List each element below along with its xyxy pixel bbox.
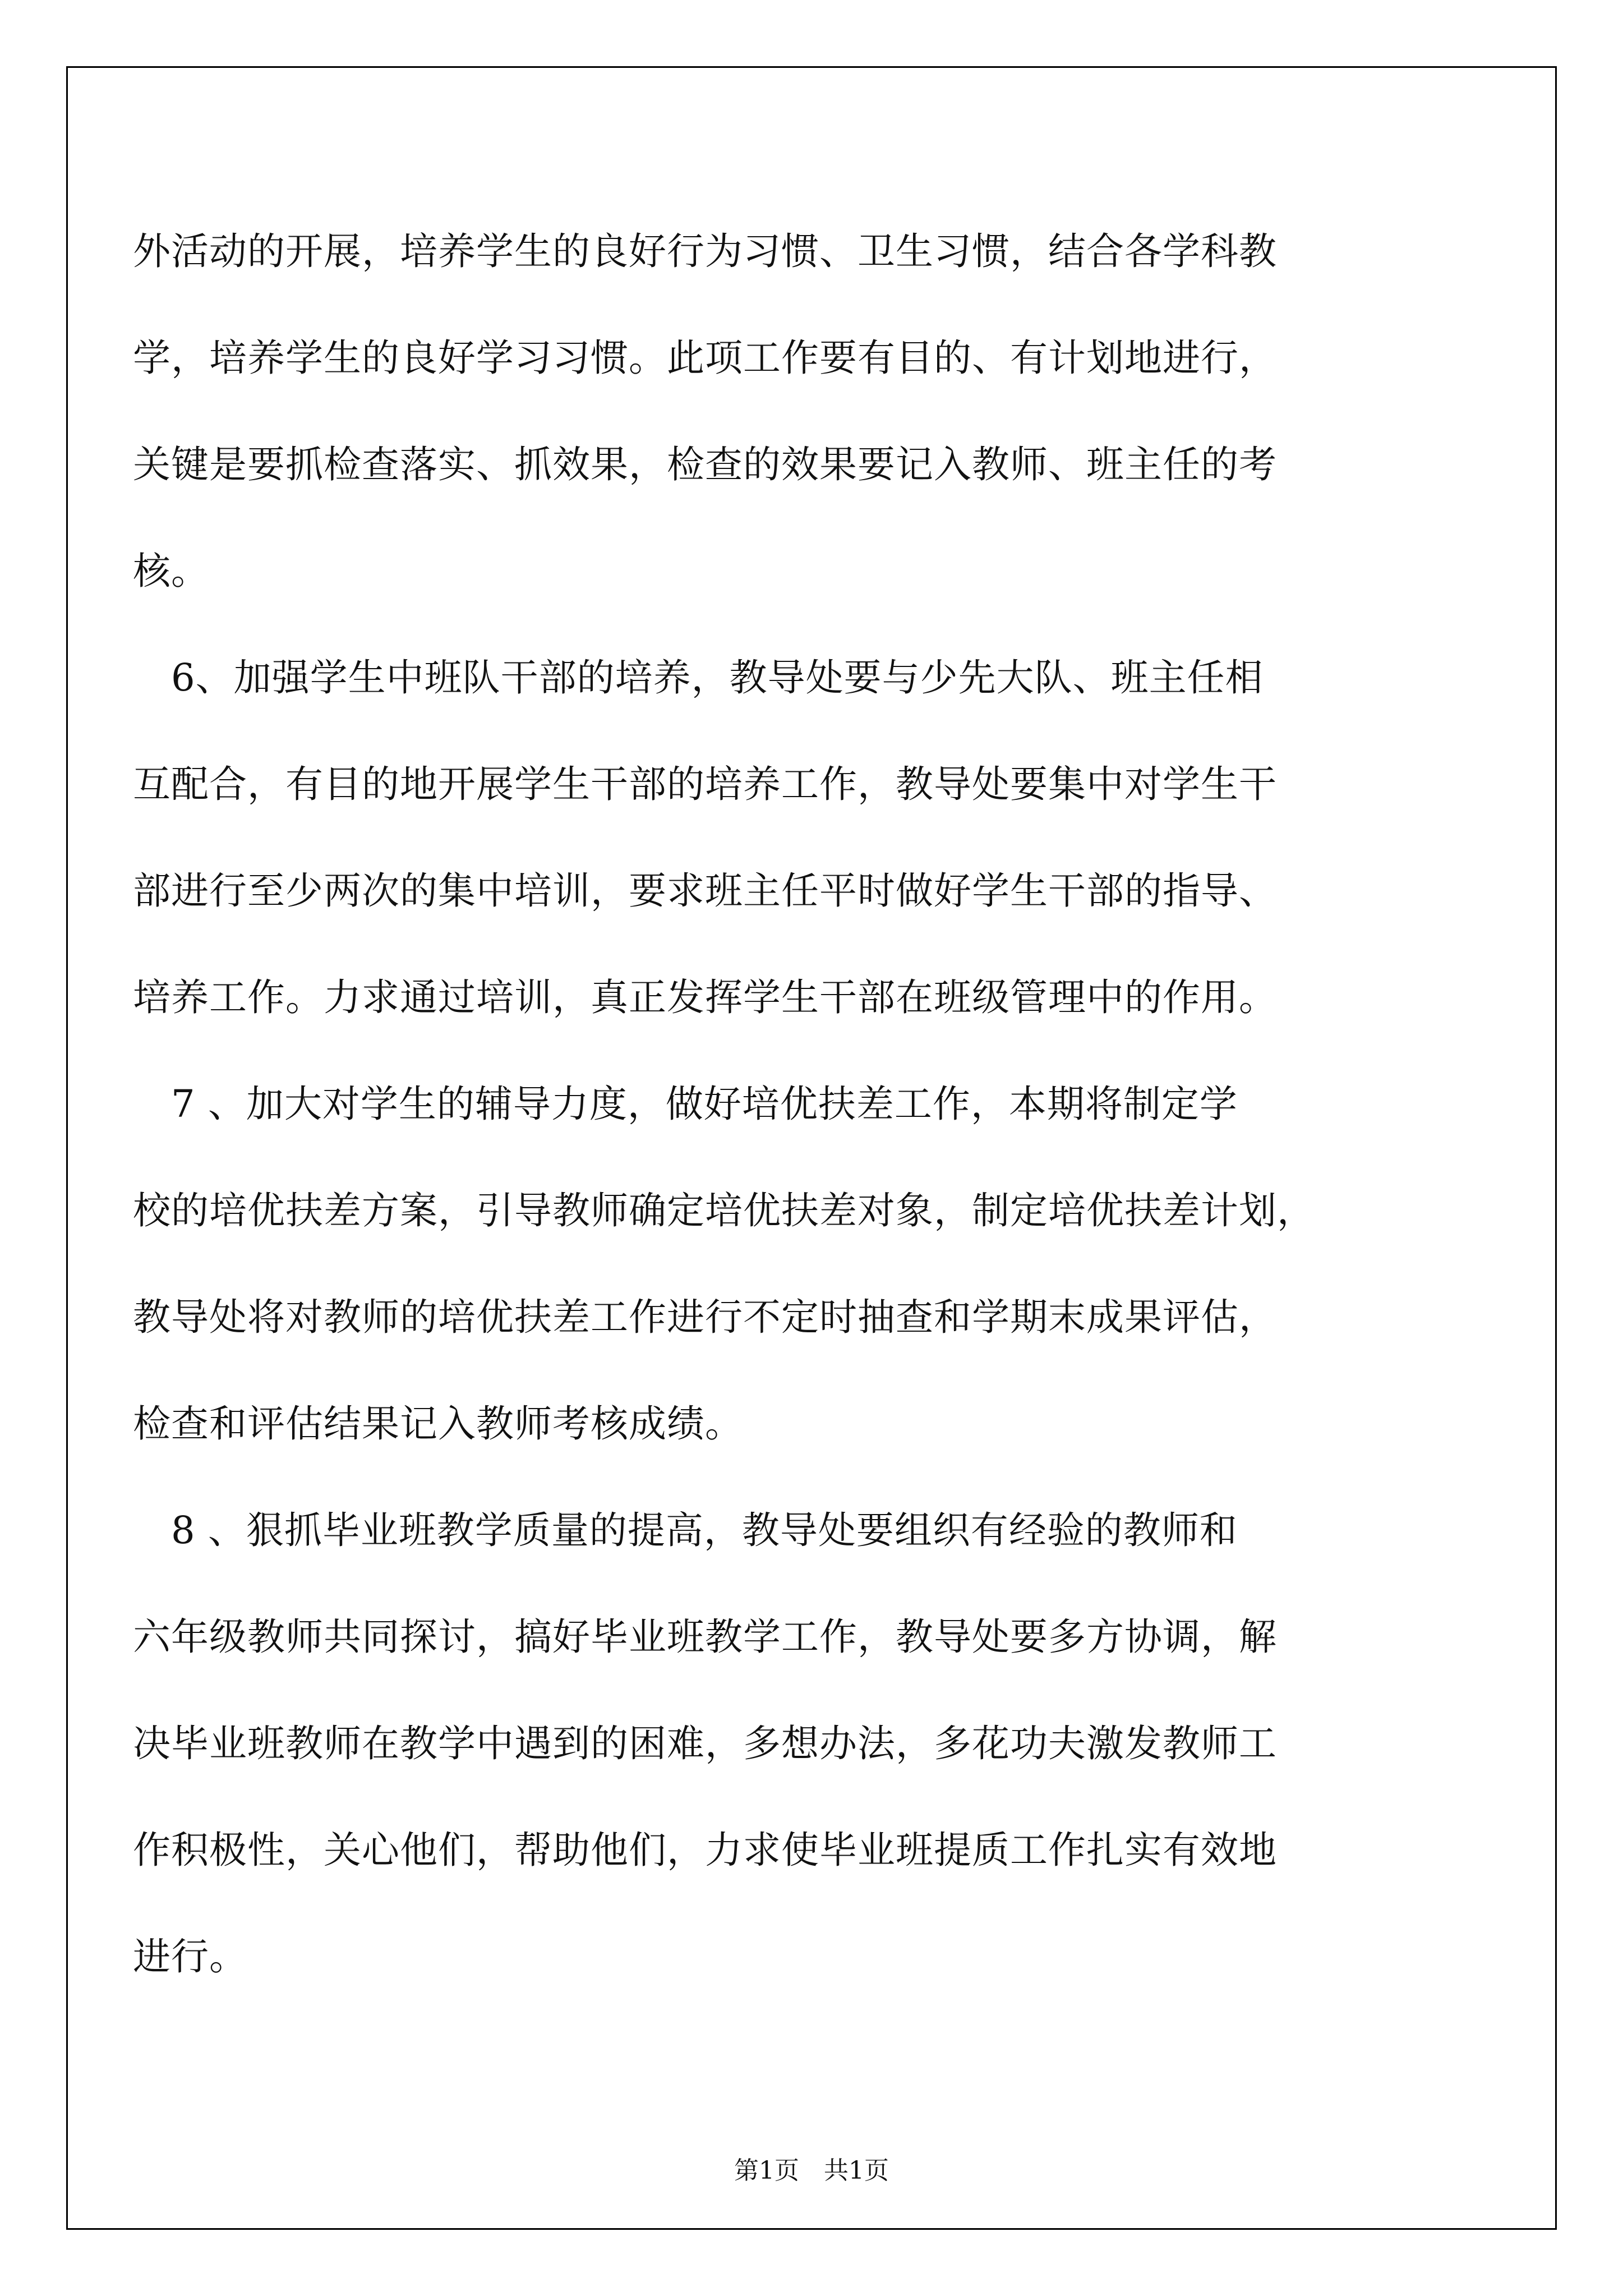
text-line: 进行。 bbox=[133, 1935, 247, 1978]
text-line: 部进行至少两次的集中培训，要求班主任平时做好学生干部的指导、 bbox=[133, 869, 1277, 913]
text-line: 外活动的开展，培养学生的良好行为习惯、卫生习惯，结合各学科教 bbox=[133, 229, 1277, 273]
text-line: 7 、加大对学生的辅导力度，做好培优扶差工作，本期将制定学 bbox=[133, 1082, 1238, 1126]
text-line: 教导处将对教师的培优扶差工作进行不定时抽查和学期末成果评估， bbox=[133, 1295, 1277, 1339]
text-line: 关键是要抓检查落实、抓效果，检查的效果要记入教师、班主任的考 bbox=[133, 443, 1277, 486]
text-line: 检查和评估结果记入教师考核成绩。 bbox=[133, 1402, 743, 1446]
page-border bbox=[66, 66, 1557, 2230]
text-line: 决毕业班教师在教学中遇到的困难，多想办法，多花功夫激发教师工 bbox=[133, 1722, 1277, 1765]
page-footer: 第1页 共1页 bbox=[734, 2156, 889, 2185]
text-line: 互配合，有目的地开展学生干部的培养工作，教导处要集中对学生干 bbox=[133, 762, 1277, 806]
text-line: 学，培养学生的良好学习习惯。此项工作要有目的、有计划地进行， bbox=[133, 336, 1277, 380]
text-line: 6、加强学生中班队干部的培养，教导处要与少先大队、班主任相 bbox=[133, 656, 1264, 700]
text-line: 8 、狠抓毕业班教学质量的提高，教导处要组织有经验的教师和 bbox=[133, 1508, 1238, 1552]
text-line: 核。 bbox=[133, 549, 209, 593]
text-line: 六年级教师共同探讨，搞好毕业班教学工作，教导处要多方协调，解 bbox=[133, 1615, 1277, 1659]
text-line: 培养工作。力求通过培训，真正发挥学生干部在班级管理中的作用。 bbox=[133, 976, 1277, 1019]
text-line: 作积极性，关心他们，帮助他们，力求使毕业班提质工作扎实有效地 bbox=[133, 1828, 1277, 1872]
text-line: 校的培优扶差方案，引导教师确定培优扶差对象，制定培优扶差计划， bbox=[133, 1189, 1315, 1232]
